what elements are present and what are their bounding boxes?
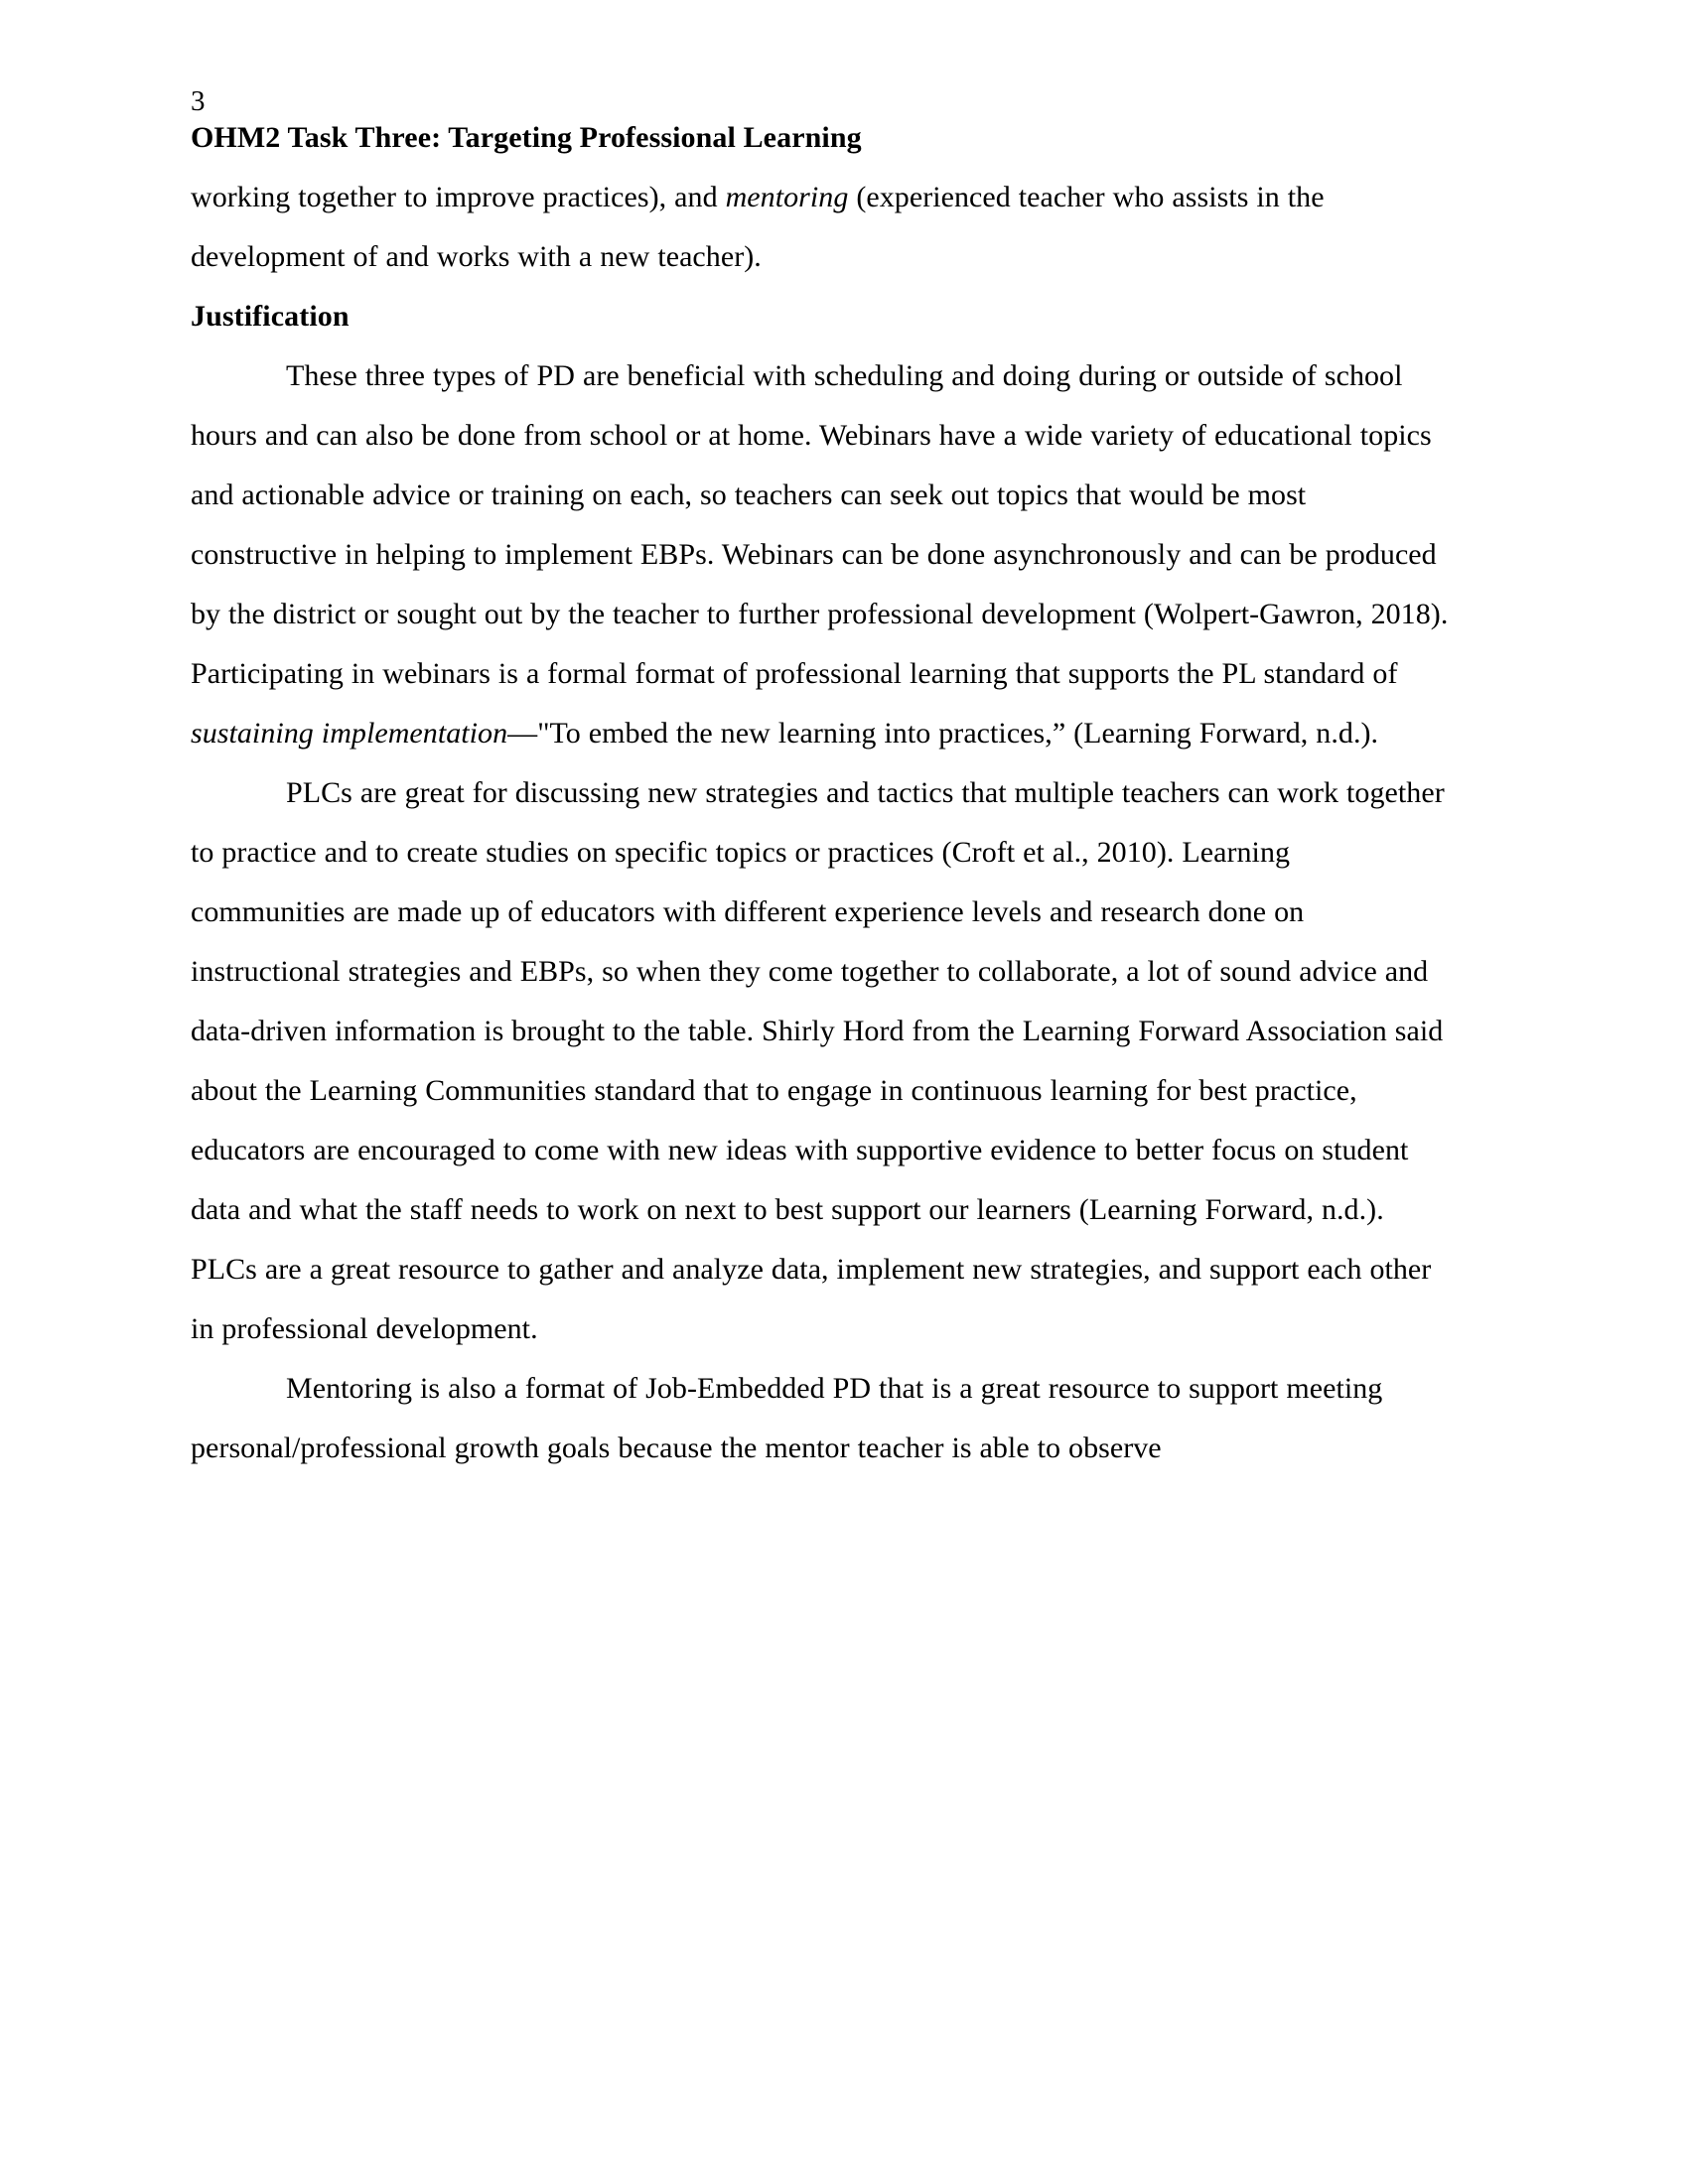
paragraph-justification-2: PLCs are great for discussing new strategies and tactics that multiple teachers can work together to practice and to create studies on specific topics or practices (Croft et al., 2010). Learning communities are made up of educators with different experience levels and research done on instructional strategies and EBPs, so when they come together to collaborate, a lot of sound advice and data-driven information is brought to the table. Shirly Hord from the Learning Forward Association said about the Learning Communities standard that to engage in continuous learning for best practice, educators are encouraged to come with new ideas with supportive evidence to better focus on student data and what the staff needs to work on next to best support our learners (Learning Forward, n.d.). PLCs are a great resource to gather and analyze data, implement new strategies, and support each other in professional development.: [191, 775, 1445, 1345]
paragraph-justification-1: [191, 346, 1452, 763]
paragraph-justification-3: Mentoring is also a format of Job-Embedded PD that is a great resource to support meeting personal/professional growth goals because the mentor teacher is able to observe: [191, 1371, 1383, 1464]
justification-p1-tail-text: —"To embed the new learning into practices,” (Learning Forward, n.d.).: [507, 716, 1379, 750]
paragraph-continued-definition: [191, 168, 1452, 287]
section-heading-justification: Justification: [191, 299, 350, 333]
continued-definition-text-a: working together to improve practices), and: [191, 180, 726, 213]
justification-p1-italic-term: sustaining implementation: [191, 716, 508, 750]
page-content: [191, 87, 1452, 1478]
page-number: 3: [191, 85, 206, 117]
running-head-title: OHM2 Task Three: Targeting Professional Learning: [191, 121, 862, 154]
continued-definition-italic-term: mentoring: [725, 180, 849, 213]
justification-p1-text: These three types of PD are beneficial with scheduling and doing during or outside of school hours and can also be done from school or at home. Webinars have a wide variety of educational topics and actionable advice or training on each, so teachers can seek out topics that would be most constructive in helping to implement EBPs. Webinars can be done asynchronously and can be produced by the district or sought out by the teacher to further professional development (Wolpert-Gawron, 2018). Participating in webinars is a formal format of professional learning that supports the PL standard of: [191, 358, 1449, 690]
continued-definition-text-b: (experienced teacher who assists in the development of and works with a new teacher).: [191, 180, 1325, 273]
